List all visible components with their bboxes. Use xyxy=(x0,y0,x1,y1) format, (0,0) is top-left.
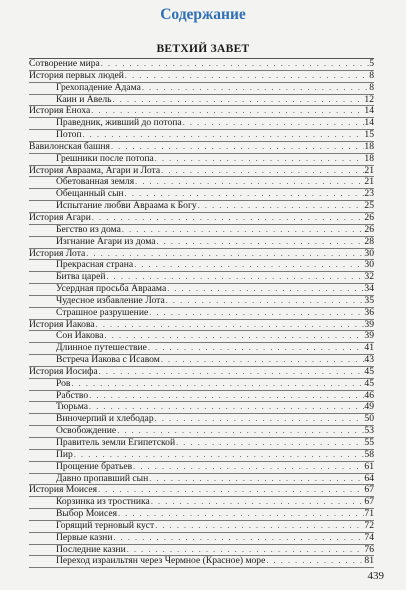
leader-dots xyxy=(99,367,365,378)
leader-dots xyxy=(161,355,365,366)
toc-entry-title: Испытание любви Авраама к Богу xyxy=(56,200,197,212)
toc-entry-page: 81 xyxy=(364,555,374,567)
leader-dots xyxy=(134,260,364,271)
toc-entry-page: 32 xyxy=(364,271,374,283)
leader-dots xyxy=(161,166,364,177)
toc-entry-title: История Иосифа xyxy=(29,365,98,377)
toc-subentry xyxy=(29,154,374,166)
section-heading: ВЕТХИЙ ЗАВЕТ xyxy=(156,43,250,55)
toc-entry-title: История Моисея xyxy=(29,484,98,496)
leader-dots xyxy=(111,142,364,153)
leader-dots xyxy=(101,59,369,70)
toc-entry-title: Вавилонская башня xyxy=(29,140,110,152)
toc-entry-title: История Иакова xyxy=(29,318,95,330)
toc-entry-title: Усердная просьба Авраама xyxy=(56,283,167,295)
toc-entry-page: 35 xyxy=(364,294,374,306)
toc-subentry xyxy=(29,237,374,249)
toc-entry-title: Виночерпий и хлебодар xyxy=(56,413,154,425)
toc-subentry xyxy=(29,556,374,568)
toc-entry-title: Страшное разрушение xyxy=(56,306,149,318)
toc-entry-title: Длинное путешествие xyxy=(56,342,147,354)
leader-dots xyxy=(92,213,365,224)
toc-entry-page: 76 xyxy=(364,543,374,555)
toc-entry-page: 14 xyxy=(364,105,374,117)
leader-dots xyxy=(155,414,365,425)
toc-entry-page: 12 xyxy=(364,93,374,105)
page-title: Содержание xyxy=(160,6,246,23)
toc-entry-page: 50 xyxy=(364,413,374,425)
leader-dots xyxy=(125,189,365,200)
toc-entry-title: Потоп xyxy=(56,129,82,141)
toc-entry-page: 8 xyxy=(369,81,374,93)
leader-dots xyxy=(127,545,365,556)
toc-entry-title: Праведник, живший до потопа xyxy=(56,117,182,129)
toc-entry-title: Сон Иакова xyxy=(56,330,104,342)
toc-entry-page: 67 xyxy=(364,496,374,508)
leader-dots xyxy=(149,308,364,319)
toc-entry-page: 41 xyxy=(364,342,374,354)
leader-dots xyxy=(183,118,365,129)
toc-entry-page: 67 xyxy=(364,484,374,496)
toc-entry-page: 18 xyxy=(364,140,374,152)
toc-subentry xyxy=(29,225,374,237)
toc-entry-page: 71 xyxy=(364,508,374,520)
toc-entry-page: 26 xyxy=(364,211,374,223)
leader-dots xyxy=(155,154,365,165)
toc-entry-page: 5 xyxy=(369,58,374,69)
toc-entry-title: Рабство xyxy=(56,389,89,401)
leader-dots xyxy=(198,201,365,212)
toc-subentry xyxy=(29,450,374,462)
leader-dots xyxy=(151,497,365,508)
toc-entry-page: 64 xyxy=(364,472,374,484)
leader-dots xyxy=(117,426,364,437)
toc-entry-page: 14 xyxy=(364,117,374,129)
toc-entry xyxy=(29,367,374,379)
toc-entry xyxy=(29,142,374,154)
leader-dots xyxy=(157,237,365,248)
leader-dots xyxy=(86,249,364,260)
leader-dots xyxy=(71,379,364,390)
toc-entry-title: Тюрьма xyxy=(56,401,88,413)
toc-entry-title: Правитель земли Египетской xyxy=(56,437,176,448)
toc-entry-page: 49 xyxy=(364,401,374,413)
toc-entry-page: 45 xyxy=(364,377,374,389)
leader-dots xyxy=(105,331,365,342)
toc-entry-title: История Агари xyxy=(29,211,91,223)
toc-subentry xyxy=(29,533,374,545)
toc-entry-title: Каин и Авель xyxy=(56,93,112,105)
toc-subentry xyxy=(29,462,374,474)
toc-entry-page: 72 xyxy=(364,519,374,531)
toc-entry-page: 39 xyxy=(364,318,374,330)
toc-entry-page: 15 xyxy=(364,129,374,141)
toc-entry-page: 34 xyxy=(364,283,374,295)
toc-entry-title: Обещанный сын xyxy=(56,188,124,200)
toc-entry-page: 25 xyxy=(364,200,374,212)
toc-entry-title: История Лота xyxy=(29,247,86,259)
toc-entry-page: 28 xyxy=(364,235,374,247)
leader-dots xyxy=(98,485,364,496)
toc-subentry xyxy=(29,296,374,308)
toc-entry-title: История Еноха xyxy=(29,105,91,117)
toc-subentry xyxy=(29,83,374,95)
toc-entry-page: 23 xyxy=(364,188,374,200)
toc-entry-title: Освобождение xyxy=(56,425,117,437)
toc-entry-page: 8 xyxy=(369,69,374,81)
toc-entry-title: Битва царей xyxy=(56,271,106,283)
toc-entry-title: Ров xyxy=(56,377,71,389)
leader-dots xyxy=(113,95,365,106)
leader-dots xyxy=(89,391,364,402)
toc-entry-page: 21 xyxy=(364,176,374,188)
toc-entry-page: 26 xyxy=(364,223,374,235)
toc-entry-page: 61 xyxy=(364,460,374,472)
leader-dots xyxy=(266,556,364,567)
leader-dots xyxy=(135,177,364,188)
toc-entry-page: 39 xyxy=(364,330,374,342)
leader-dots xyxy=(148,343,364,354)
page-number: 439 xyxy=(367,570,384,582)
toc-entry-title: Встреча Иакова с Исавом xyxy=(56,354,160,366)
leader-dots xyxy=(167,284,364,295)
toc-entry-page: 74 xyxy=(364,531,374,543)
table-of-contents xyxy=(29,58,374,568)
toc-entry-title: Выбор Моисея xyxy=(56,508,117,520)
toc-entry-page: 53 xyxy=(364,425,374,437)
toc-entry-title: Прощение братьев xyxy=(56,460,133,472)
leader-dots xyxy=(89,402,364,413)
leader-dots xyxy=(91,106,364,117)
leader-dots xyxy=(133,462,364,473)
toc-entry-title: Последние казни xyxy=(56,543,126,555)
toc-subentry xyxy=(29,308,374,320)
toc-entry-title: Чудесное избавление Лота xyxy=(56,294,165,306)
leader-dots xyxy=(113,533,364,544)
toc-entry-page: 36 xyxy=(364,306,374,318)
toc-entry-title: Изгнание Агари из дома xyxy=(56,235,156,247)
toc-entry-title: Обетованная земля xyxy=(56,176,135,188)
toc-entry-page: 45 xyxy=(364,365,374,377)
toc-entry-page: 46 xyxy=(364,389,374,401)
toc-entry-page: 21 xyxy=(364,164,374,176)
leader-dots xyxy=(106,272,364,283)
toc-entry-title: Сотворение мира xyxy=(29,58,100,69)
leader-dots xyxy=(142,83,369,94)
leader-dots xyxy=(149,474,364,485)
toc-entry-page: 30 xyxy=(364,259,374,271)
toc-entry-title: Давно пропавший сын xyxy=(56,472,149,484)
toc-entry xyxy=(29,71,374,83)
toc-entry-title: Переход израильтян через Чермное (Красное) море xyxy=(56,555,266,567)
leader-dots xyxy=(155,521,364,532)
leader-dots xyxy=(96,320,365,331)
toc-entry-page: 30 xyxy=(364,247,374,259)
leader-dots xyxy=(83,130,365,141)
toc-entry-title: Корзинка из тростника xyxy=(56,496,150,508)
leader-dots xyxy=(122,225,365,236)
toc-entry-title: История Авраама, Агари и Лота xyxy=(29,164,161,176)
toc-entry-title: Грехопадение Адама xyxy=(56,81,141,93)
toc-entry-title: Пир xyxy=(56,448,73,460)
toc-entry-page: 55 xyxy=(364,437,374,448)
toc-entry-title: История первых людей xyxy=(29,69,124,81)
leader-dots xyxy=(74,450,365,461)
toc-entry-page: 58 xyxy=(364,448,374,460)
leader-dots xyxy=(118,509,364,520)
toc-entry-title: Прекрасная страна xyxy=(56,259,134,271)
leader-dots xyxy=(166,296,365,307)
toc-subentry xyxy=(29,438,374,450)
toc-subentry xyxy=(29,521,374,533)
toc-entry-title: Горящий терновый куст xyxy=(56,519,155,531)
toc-entry-title: Грешники после потопа xyxy=(56,152,154,164)
toc-entry-title: Бегство из дома xyxy=(56,223,121,235)
toc-entry-page: 43 xyxy=(364,354,374,366)
toc-entry-title: Первые казни xyxy=(56,531,113,543)
toc-entry-page: 18 xyxy=(364,152,374,164)
leader-dots xyxy=(125,71,369,82)
leader-dots xyxy=(176,438,364,449)
toc-subentry xyxy=(29,379,374,391)
